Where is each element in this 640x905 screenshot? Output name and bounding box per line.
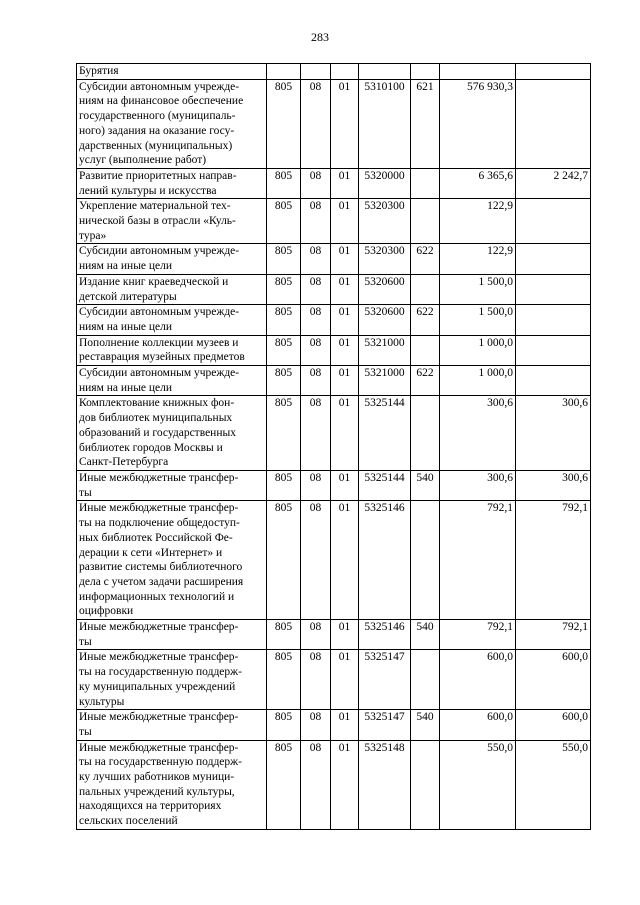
code-section: 08 <box>301 199 331 244</box>
code-expense-type: 621 <box>411 79 440 168</box>
amount-total: 1 000,0 <box>440 366 516 396</box>
code-section: 08 <box>301 470 331 500</box>
code-target: 5325144 <box>359 470 411 500</box>
amount-total: 576 930,3 <box>440 79 516 168</box>
row-name: Субсидии автономным учрежде- ниям на иные цели <box>77 244 267 274</box>
row-name: Иные межбюджетные трансфер- ты <box>77 470 267 500</box>
code-section: 08 <box>301 168 331 198</box>
code-ministry: 805 <box>267 244 301 274</box>
amount-total: 1 500,0 <box>440 274 516 304</box>
row-name: Иные межбюджетные трансфер- ты <box>77 710 267 740</box>
code-target: 5320600 <box>359 305 411 335</box>
code-section: 08 <box>301 335 331 365</box>
code-section: 08 <box>301 366 331 396</box>
amount-federal: 600,0 <box>516 650 591 710</box>
code-ministry: 805 <box>267 650 301 710</box>
empty-cell <box>440 64 516 80</box>
amount-federal <box>516 244 591 274</box>
code-section: 08 <box>301 244 331 274</box>
code-subsection: 01 <box>331 650 359 710</box>
amount-federal <box>516 199 591 244</box>
row-name: Субсидии автономным учрежде- ниям на иные цели <box>77 305 267 335</box>
table-row <box>77 79 591 168</box>
table-row <box>77 650 591 710</box>
amount-total: 300,6 <box>440 470 516 500</box>
code-expense-type: 540 <box>411 710 440 740</box>
code-target: 5325144 <box>359 396 411 471</box>
code-target: 5325146 <box>359 501 411 620</box>
code-subsection: 01 <box>331 199 359 244</box>
amount-total: 600,0 <box>440 650 516 710</box>
amount-federal: 300,6 <box>516 470 591 500</box>
amount-federal <box>516 366 591 396</box>
section-header-row <box>77 64 591 80</box>
code-section: 08 <box>301 650 331 710</box>
code-target: 5320600 <box>359 274 411 304</box>
code-ministry: 805 <box>267 274 301 304</box>
code-expense-type: 622 <box>411 305 440 335</box>
code-ministry: 805 <box>267 396 301 471</box>
table-row <box>77 470 591 500</box>
row-name: Иные межбюджетные трансфер- ты на государственную поддерж- ку лучших работников муници- пальных учреждений культуры, находящихся на территориях сельских поселений <box>77 740 267 829</box>
code-expense-type <box>411 501 440 620</box>
code-section: 08 <box>301 305 331 335</box>
code-expense-type: 540 <box>411 620 440 650</box>
code-target: 5325146 <box>359 620 411 650</box>
code-subsection: 01 <box>331 244 359 274</box>
code-section: 08 <box>301 79 331 168</box>
empty-cell <box>516 64 591 80</box>
code-target: 5325148 <box>359 740 411 829</box>
code-target: 5321000 <box>359 335 411 365</box>
code-expense-type <box>411 168 440 198</box>
empty-cell <box>301 64 331 80</box>
code-expense-type: 622 <box>411 244 440 274</box>
row-name: Укрепление материальной тех- нической базы в отрасли «Куль- тура» <box>77 199 267 244</box>
row-name: Иные межбюджетные трансфер- ты <box>77 620 267 650</box>
code-ministry: 805 <box>267 710 301 740</box>
code-subsection: 01 <box>331 305 359 335</box>
row-name: Иные межбюджетные трансфер- ты на государственную поддерж- ку муниципальных учреждений культуры <box>77 650 267 710</box>
code-expense-type <box>411 335 440 365</box>
code-target: 5325147 <box>359 710 411 740</box>
code-expense-type <box>411 650 440 710</box>
code-ministry: 805 <box>267 335 301 365</box>
code-subsection: 01 <box>331 274 359 304</box>
table-row <box>77 740 591 829</box>
code-section: 08 <box>301 274 331 304</box>
code-target: 5310100 <box>359 79 411 168</box>
table-row <box>77 168 591 198</box>
amount-total: 792,1 <box>440 620 516 650</box>
code-expense-type: 540 <box>411 470 440 500</box>
section-header: Бурятия <box>77 64 267 80</box>
empty-cell <box>331 64 359 80</box>
code-expense-type <box>411 740 440 829</box>
code-subsection: 01 <box>331 501 359 620</box>
budget-table <box>76 63 591 830</box>
amount-federal: 550,0 <box>516 740 591 829</box>
code-section: 08 <box>301 710 331 740</box>
amount-total: 122,9 <box>440 199 516 244</box>
code-target: 5320300 <box>359 244 411 274</box>
amount-federal: 792,1 <box>516 620 591 650</box>
amount-total: 792,1 <box>440 501 516 620</box>
code-section: 08 <box>301 740 331 829</box>
row-name: Развитие приоритетных направ- лений культуры и искусства <box>77 168 267 198</box>
table-body <box>77 64 591 830</box>
code-section: 08 <box>301 396 331 471</box>
code-expense-type <box>411 199 440 244</box>
amount-total: 1 500,0 <box>440 305 516 335</box>
code-subsection: 01 <box>331 366 359 396</box>
empty-cell <box>267 64 301 80</box>
code-ministry: 805 <box>267 305 301 335</box>
code-ministry: 805 <box>267 470 301 500</box>
row-name: Пополнение коллекции музеев и реставрация музейных предметов <box>77 335 267 365</box>
code-subsection: 01 <box>331 79 359 168</box>
table-row <box>77 710 591 740</box>
amount-total: 600,0 <box>440 710 516 740</box>
amount-federal <box>516 274 591 304</box>
code-ministry: 805 <box>267 168 301 198</box>
amount-federal <box>516 335 591 365</box>
table-row <box>77 620 591 650</box>
code-ministry: 805 <box>267 501 301 620</box>
code-subsection: 01 <box>331 335 359 365</box>
code-expense-type <box>411 274 440 304</box>
code-ministry: 805 <box>267 740 301 829</box>
table-row <box>77 274 591 304</box>
code-target: 5320300 <box>359 199 411 244</box>
amount-total: 1 000,0 <box>440 335 516 365</box>
amount-federal: 300,6 <box>516 396 591 471</box>
page-number: 283 <box>311 30 329 44</box>
code-target: 5325147 <box>359 650 411 710</box>
empty-cell <box>411 64 440 80</box>
amount-federal <box>516 305 591 335</box>
code-target: 5321000 <box>359 366 411 396</box>
code-subsection: 01 <box>331 168 359 198</box>
amount-federal <box>516 79 591 168</box>
table-row <box>77 335 591 365</box>
row-name: Иные межбюджетные трансфер- ты на подключение общедоступ- ных библиотек Российской Фе- дерации к сети «Интернет» и развитие системы библиотечного дела с учетом задачи расширения информационных технологий и оцифровки <box>77 501 267 620</box>
table-row <box>77 199 591 244</box>
row-name: Комплектование книжных фон- дов библиотек муниципальных образований и государственных библиотек городов Москвы и Санкт-Петербурга <box>77 396 267 471</box>
row-name: Издание книг краеведческой и детской литературы <box>77 274 267 304</box>
amount-total: 550,0 <box>440 740 516 829</box>
table-row <box>77 501 591 620</box>
code-target: 5320000 <box>359 168 411 198</box>
table-row <box>77 244 591 274</box>
code-expense-type <box>411 396 440 471</box>
table-row <box>77 396 591 471</box>
amount-federal: 600,0 <box>516 710 591 740</box>
amount-total: 300,6 <box>440 396 516 471</box>
amount-total: 6 365,6 <box>440 168 516 198</box>
code-subsection: 01 <box>331 710 359 740</box>
amount-federal: 792,1 <box>516 501 591 620</box>
amount-federal: 2 242,7 <box>516 168 591 198</box>
code-ministry: 805 <box>267 199 301 244</box>
code-ministry: 805 <box>267 620 301 650</box>
code-subsection: 01 <box>331 396 359 471</box>
table-row <box>77 305 591 335</box>
table-row <box>77 366 591 396</box>
code-ministry: 805 <box>267 79 301 168</box>
code-section: 08 <box>301 501 331 620</box>
code-subsection: 01 <box>331 470 359 500</box>
row-name: Субсидии автономным учрежде- ниям на финансовое обеспечение государственного (муниципаль- ного) задания на оказание госу- дарственных (муниципальных) услуг (выполнение работ) <box>77 79 267 168</box>
code-subsection: 01 <box>331 620 359 650</box>
empty-cell <box>359 64 411 80</box>
row-name: Субсидии автономным учрежде- ниям на иные цели <box>77 366 267 396</box>
code-expense-type: 622 <box>411 366 440 396</box>
code-ministry: 805 <box>267 366 301 396</box>
amount-total: 122,9 <box>440 244 516 274</box>
code-section: 08 <box>301 620 331 650</box>
code-subsection: 01 <box>331 740 359 829</box>
